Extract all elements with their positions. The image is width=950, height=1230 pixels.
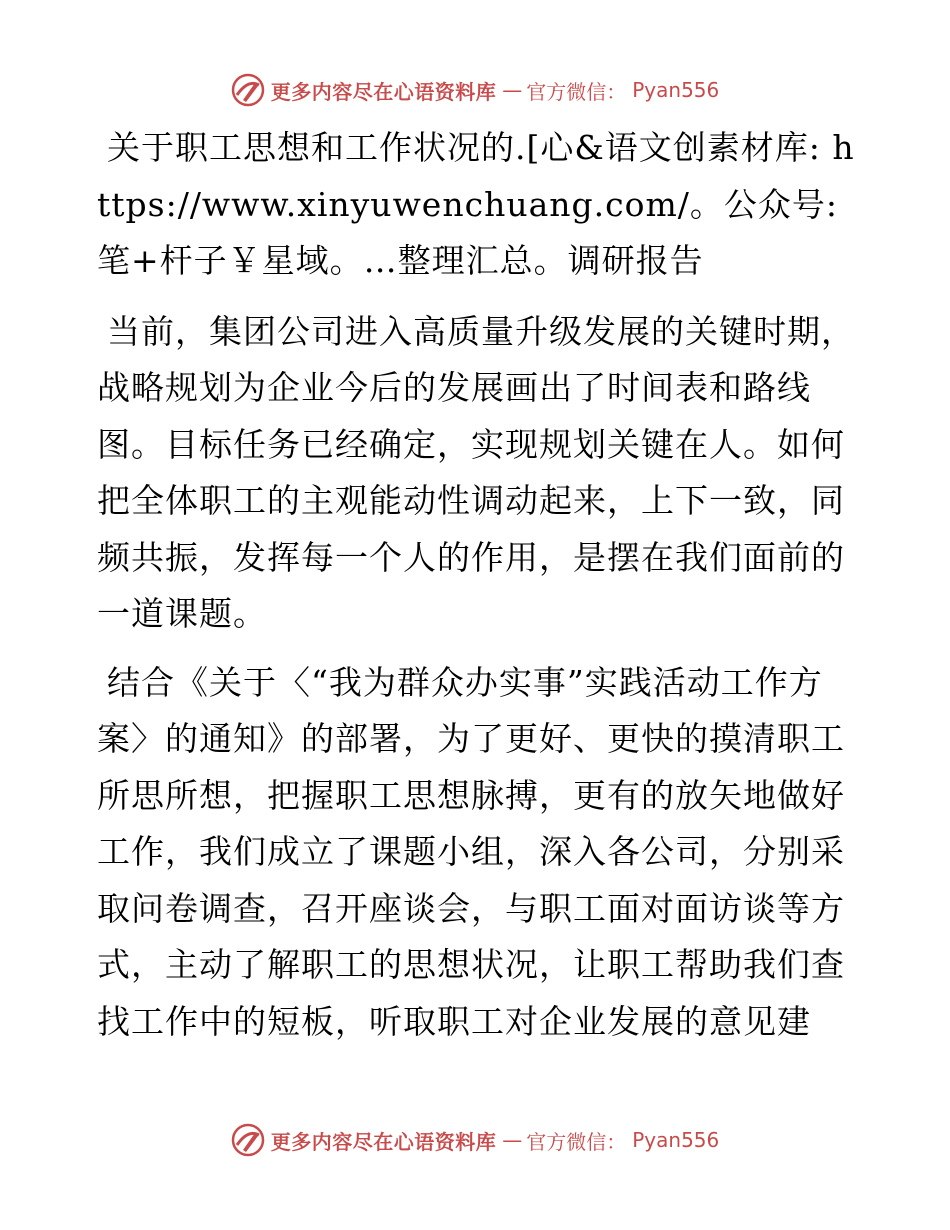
banner-brand-text: 更多内容尽在心语资料库 — [270, 79, 497, 104]
banner-wechat-id: Pyan556 — [632, 78, 720, 102]
banner-official-label: 官方微信： — [526, 79, 627, 104]
paragraph-method: 结合《关于〈“我为群众办实事”实践活动工作方案〉的通知》的部署，为了更好、更快的摸清职工所思所想，把握职工思想脉搏，更有的放矢地做好工作，我们成立了课题小组，深入各公司，分别采取问卷调查，召开座谈会，与职工面对面访谈等方式，主动了解职工的思想状况，让职工帮助我们查找工作中的短板，听取职工对企业发展的意见建 — [97, 662, 845, 1041]
banner-dash: — — [502, 1128, 523, 1152]
paragraph-title: 关于职工思想和工作状况的.[心&语文创素材库: https://www.xinyuwenchuang.com/。公众号: 笔+杆子￥星域。…整理汇总。调研报告 — [97, 128, 855, 280]
brand-logo-icon — [231, 73, 265, 107]
footer-banner — [0, 1120, 950, 1160]
banner-brand-text: 更多内容尽在心语资料库 — [270, 1129, 497, 1154]
brand-logo-icon — [231, 1123, 265, 1157]
banner-wechat-id: Pyan556 — [632, 1128, 720, 1152]
document-body — [97, 120, 857, 1062]
banner-official-label: 官方微信： — [526, 1129, 627, 1154]
banner-dash: — — [502, 78, 523, 102]
paragraph-intro: 当前，集团公司进入高质量升级发展的关键时期，战略规划为企业今后的发展画出了时间表和路线图。目标任务已经确定，实现规划关键在人。如何把全体职工的主观能动性调动起来，上下一致，同频共振，发挥每一个人的作用，是摆在我们面前的一道课题。 — [97, 311, 855, 633]
header-banner — [0, 70, 950, 110]
